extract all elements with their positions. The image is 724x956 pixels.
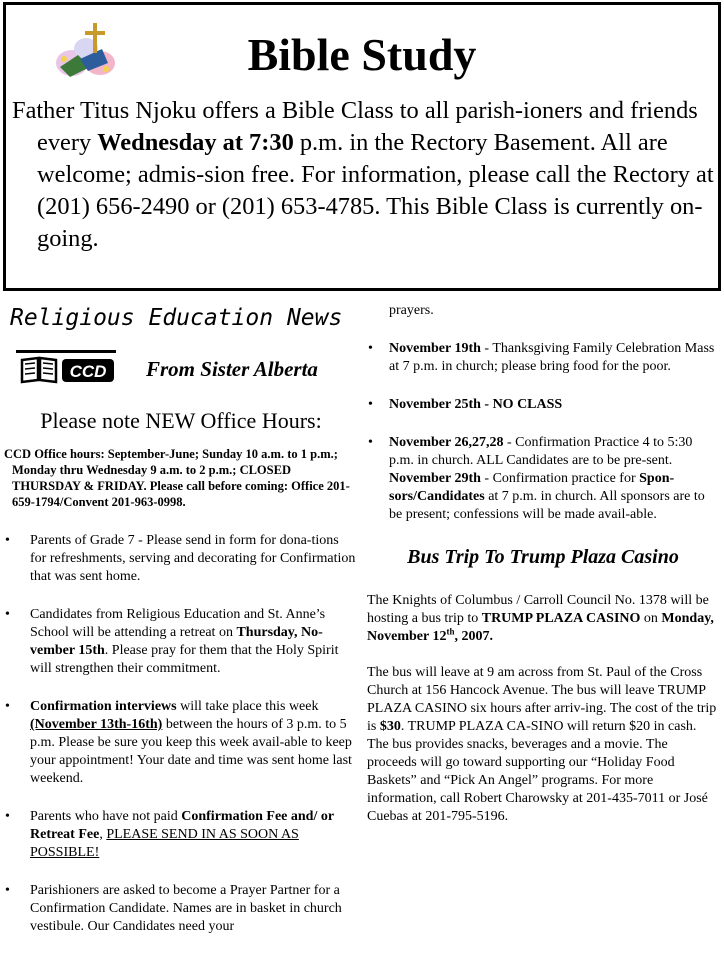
text-run: Confirmation interviews — [30, 699, 177, 714]
list-item — [367, 434, 719, 524]
text-run: Parishioners are asked to become a Prayer Partner for a Confirmation Candidate. Names are in basket in church vestibule. Our Candidates need your — [30, 883, 342, 934]
ccd-logo-label: CCD — [69, 362, 107, 381]
list-item — [4, 808, 358, 862]
text-run: p.m. in the Rectory Basement. All are welcome; admis-sion free. For information, please call the Rectory at (201) 656-2490 or (201) 653-4785. This Bible Class is currently on-going. — [37, 129, 714, 252]
text-run: - Thanksgiving Family Celebration Mass at 7 p.m. in church; please bring food for the poor. — [389, 341, 715, 374]
text-run: th — [446, 626, 455, 637]
office-hours-text: CCD Office hours: September-June; Sunday 10 a.m. to 1 p.m.; Monday thru Wednesday 9 a.m. to 2 p.m.; CLOSED THURSDAY & FRIDAY. Please call before coming: Office 201-659-1794/Convent 201-963-0998. — [4, 447, 350, 509]
text-run: Monday, November 12 — [367, 611, 714, 644]
list-item — [4, 532, 358, 586]
religious-education-title: Religious Education News — [10, 305, 343, 331]
text-run: The bus will leave at 9 am across from St. Paul of the Cross Church at 156 Hancock Avenue. The bus will leave TRUMP PLAZA CASINO six hours after arriv-ing. The cost of the trip is — [367, 665, 717, 734]
religious-education-column — [4, 302, 358, 956]
schedule-list — [367, 340, 719, 524]
text-run: on — [640, 611, 662, 626]
bible-study-text — [12, 95, 716, 255]
list-item — [4, 606, 358, 678]
from-sister-alberta: From Sister Alberta — [146, 357, 318, 381]
office-hours-heading: Please note NEW Office Hours: — [40, 408, 322, 433]
text-run: Father Titus Njoku offers a Bible Class to all parish-ioners and friends every — [12, 97, 698, 156]
text-run: Thursday, No-vember 15th — [30, 625, 323, 658]
continued-text: prayers. — [389, 303, 434, 318]
text-run: $30 — [379, 719, 401, 734]
text-run: - NO CLASS — [480, 397, 563, 412]
bus-trip-paragraph-2 — [367, 664, 719, 826]
text-run: Candidates from Religious Education and St. Anne’s School will be attending a retreat on — [30, 607, 326, 640]
text-run: Parents who have not paid — [30, 809, 182, 824]
text-run: TRUMP PLAZA CASINO — [481, 611, 641, 626]
list-item — [4, 698, 358, 788]
bus-trip-paragraph-1 — [367, 592, 719, 646]
text-run: PLEASE SEND IN AS SOON AS POSSIBLE! — [30, 827, 299, 860]
text-run: November 26,27,28 — [389, 435, 504, 450]
text-run: The Knights of Columbus / Carroll Council No. 1378 will be hosting a bus trip to — [367, 593, 709, 626]
text-run: (November 13th-16th) — [30, 717, 163, 732]
bible-study-paragraph — [12, 95, 716, 255]
text-run: November 19th — [389, 341, 481, 356]
text-run: between the hours of 3 p.m. to 5 p.m. Please be sure you keep this week avail-able to keep your appointment! Your date and time was sent home last weekend. — [30, 717, 352, 786]
list-item — [367, 396, 719, 414]
text-run: will take place this week — [176, 699, 319, 714]
text-run: Parents of Grade 7 - Please send in form for dona-tions for refreshments, serving and decorating for Confirmation that was sent home. — [30, 533, 356, 584]
text-run: Wednesday at 7:30 — [97, 129, 294, 156]
text-run: at 7 p.m. in church. All sponsors are to be present; confessions will be made avail-able. — [389, 489, 705, 522]
ccd-row — [16, 348, 358, 390]
ccd-logo-icon — [16, 348, 116, 386]
text-run: - Confirmation practice for — [480, 471, 640, 486]
text-run: . Please pray for them that the Holy Spirit will strengthen their commitment. — [30, 643, 339, 676]
text-run: November 29th — [389, 471, 481, 486]
text-run: , — [99, 827, 107, 842]
religious-education-list — [4, 532, 358, 936]
text-run: , 2007. — [454, 629, 493, 644]
text-run: - Confirmation Practice 4 to 5:30 p.m. in church. ALL Candidates are to be pre-sent. — [389, 435, 693, 468]
bus-trip-title: Bus Trip To Trump Plaza Casino — [407, 546, 679, 568]
text-run: Spon-sors/Candidates — [389, 471, 675, 504]
list-item — [4, 882, 358, 936]
right-column — [367, 302, 719, 844]
page-title: Bible Study — [247, 29, 477, 80]
text-run: . TRUMP PLAZA CA-SINO will return $20 in cash. The bus provides snacks, beverages and a movie. The proceeds will go toward supporting our “Holiday Food Baskets” and “Pick An Angel” programs. For more information, call Robert Charowsky at 201-435-7011 or José Cuebas at 201-795-5196. — [367, 719, 708, 824]
text-run: Confirmation Fee and/ or Retreat Fee — [30, 809, 334, 842]
bible-study-box — [3, 2, 721, 291]
list-item — [367, 340, 719, 376]
text-run: November 25th — [389, 397, 481, 412]
